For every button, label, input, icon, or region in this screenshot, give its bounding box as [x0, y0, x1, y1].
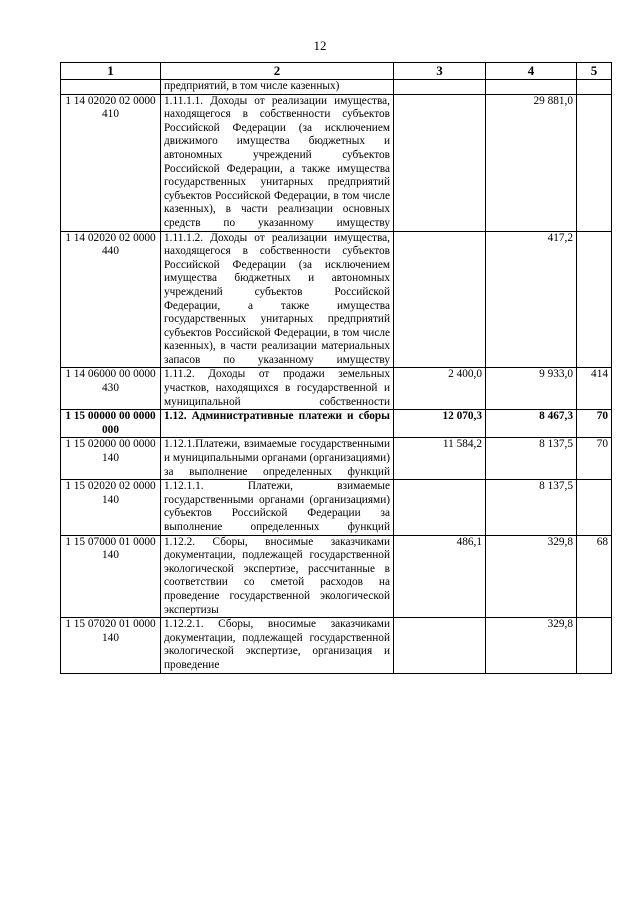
- row-col3: [394, 480, 486, 535]
- table-row: [61, 368, 612, 410]
- row-code: 1 15 07020 01 0000 140: [61, 618, 161, 673]
- row-col5: [577, 480, 612, 535]
- row-col5: [577, 94, 612, 231]
- row-col3: 12 070,3: [394, 410, 486, 438]
- row-code: 1 15 00000 00 0000 000: [61, 410, 161, 438]
- row-name: 1.11.1.2. Доходы от реализации имущества, находящегося в собственности субъектов Российской Федерации (за исключением имущества бюджетных и автономных учреждений субъектов Российской Федерации, а также имущества государственных унитарных предприятий субъектов Российской Федерации, в том числе казенных), в части реализации материальных запасов по указанному имуществу: [161, 231, 394, 368]
- row-code: 1 14 06000 00 0000 430: [61, 368, 161, 410]
- row-name: 1.11.1.1. Доходы от реализации имущества, находящегося в собственности субъектов Российской Федерации (за исключением движимого имущества бюджетных и автономных учреждений субъектов Российской Федерации, а также имущества государственных унитарных предприятий субъектов Российской Федерации, в том числе казенных), в части реализации основных средств по указанному имуществу: [161, 94, 394, 231]
- row-col5: 414: [577, 368, 612, 410]
- row-col4: 329,8: [486, 618, 577, 673]
- row-col3: [394, 80, 486, 95]
- row-name: 1.12. Административные платежи и сборы: [161, 410, 394, 438]
- table-row: [61, 535, 612, 618]
- row-name: 1.12.1.Платежи, взимаемые государственными и муниципальными органами (организациями) за выполнение определенных функций: [161, 438, 394, 480]
- row-name: 1.11.2. Доходы от продажи земельных участков, находящихся в государственной и муниципальной собственности: [161, 368, 394, 410]
- column-header: 5: [577, 63, 612, 80]
- row-code: 1 15 07000 01 0000 140: [61, 535, 161, 618]
- row-col4: 8 137,5: [486, 480, 577, 535]
- column-header: 4: [486, 63, 577, 80]
- row-name: 1.12.2.1. Сборы, вносимые заказчиками документации, подлежащей государственной экологической экспертизе, организация и проведение: [161, 618, 394, 673]
- row-col4: 8 137,5: [486, 438, 577, 480]
- table-row: [61, 231, 612, 368]
- row-col3: 11 584,2: [394, 438, 486, 480]
- row-col3: [394, 94, 486, 231]
- row-code: 1 15 02000 00 0000 140: [61, 438, 161, 480]
- row-col4: 417,2: [486, 231, 577, 368]
- row-code: 1 15 02020 02 0000 140: [61, 480, 161, 535]
- row-col4: 29 881,0: [486, 94, 577, 231]
- budget-table: [60, 62, 612, 674]
- row-col3: 486,1: [394, 535, 486, 618]
- row-col5: 70: [577, 438, 612, 480]
- row-col4: 329,8: [486, 535, 577, 618]
- table-row: [61, 480, 612, 535]
- row-code: 1 14 02020 02 0000 410: [61, 94, 161, 231]
- row-col4: 8 467,3: [486, 410, 577, 438]
- header-row: [61, 63, 612, 80]
- row-col4: 9 933,0: [486, 368, 577, 410]
- row-col3: [394, 231, 486, 368]
- row-col5: [577, 618, 612, 673]
- row-name: предприятий, в том числе казенных): [161, 80, 394, 95]
- table-row: [61, 618, 612, 673]
- row-name: 1.12.2. Сборы, вносимые заказчиками документации, подлежащей государственной экологической экспертизе, рассчитанные в соответствии со сметой расходов на проведение государственной экологической экспертизы: [161, 535, 394, 618]
- row-col3: [394, 618, 486, 673]
- row-code: [61, 80, 161, 95]
- row-col3: 2 400,0: [394, 368, 486, 410]
- row-col5: [577, 80, 612, 95]
- row-col5: [577, 231, 612, 368]
- row-col5: 70: [577, 410, 612, 438]
- table-row: [61, 94, 612, 231]
- row-col5: 68: [577, 535, 612, 618]
- column-header: 2: [161, 63, 394, 80]
- page-number: 12: [313, 38, 327, 53]
- table-row: [61, 80, 612, 95]
- table-row: [61, 438, 612, 480]
- table-row: [61, 410, 612, 438]
- column-header: 3: [394, 63, 486, 80]
- row-code: 1 14 02020 02 0000 440: [61, 231, 161, 368]
- column-header: 1: [61, 63, 161, 80]
- row-name: 1.12.1.1. Платежи, взимаемые государственными органами (организациями) субъектов Российской Федерации за выполнение определенных функций: [161, 480, 394, 535]
- row-col4: [486, 80, 577, 95]
